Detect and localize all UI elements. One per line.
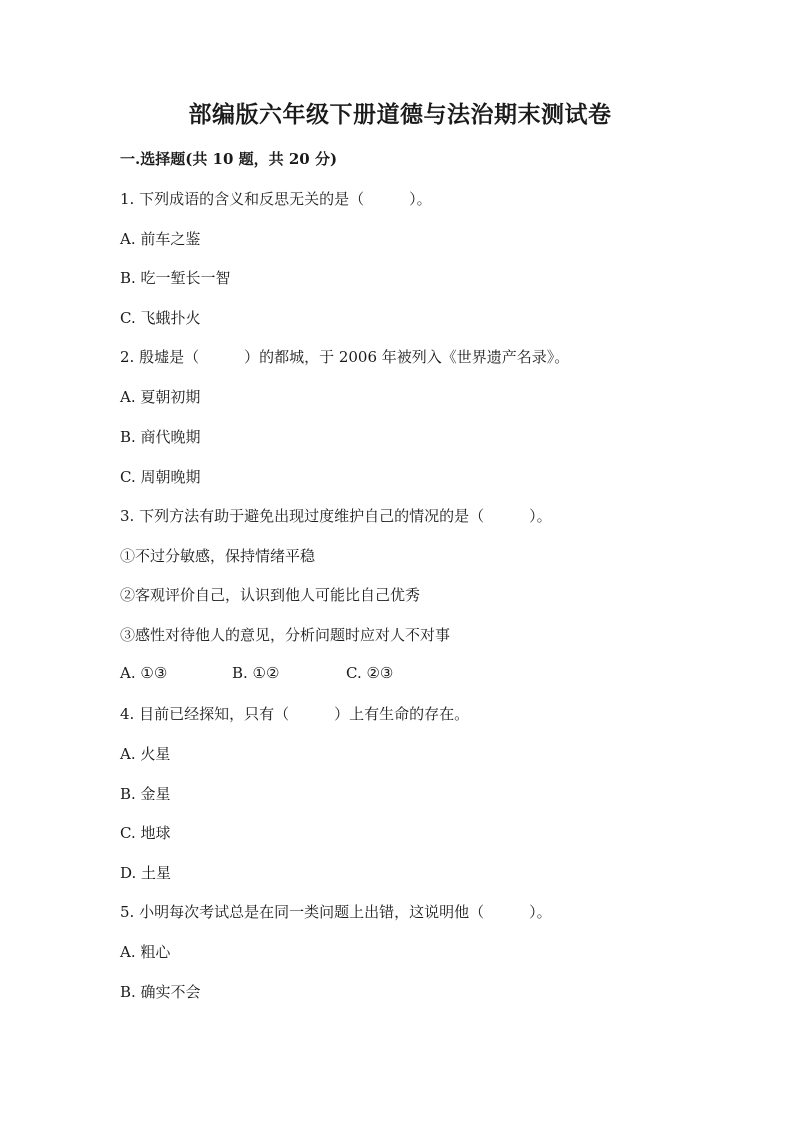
section-heading: 一.选择题(共 10 题，共 20 分) (120, 150, 338, 168)
question-4-option-d: D. 土星 (120, 864, 172, 882)
question-2-option-a: A. 夏朝初期 (120, 388, 201, 406)
question-5-option-b: B. 确实不会 (120, 983, 201, 1001)
question-5-option-a: A. 粗心 (120, 943, 171, 961)
question-3-statement-2: ②客观评价自己，认识到他人可能比自己优秀 (120, 586, 421, 604)
question-3-statement-3: ③感性对待他人的意见，分析问题时应对人不对事 (120, 626, 451, 644)
question-3-option-c: C. ②③ (346, 664, 394, 682)
question-2-stem: 2. 殷墟是（ ）的都城，于 2006 年被列入《世界遗产名录》。 (120, 348, 570, 366)
question-1-option-a: A. 前车之鉴 (120, 230, 201, 248)
question-4-option-b: B. 金星 (120, 785, 171, 803)
page-title: 部编版六年级下册道德与法治期末测试卷 (188, 101, 612, 128)
question-1-option-c: C. 飞蛾扑火 (120, 309, 201, 327)
question-3-statement-1: ①不过分敏感，保持情绪平稳 (120, 547, 316, 565)
question-4-option-c: C. 地球 (120, 824, 171, 842)
question-3-option-b: B. ①② (232, 664, 280, 682)
question-4-option-a: A. 火星 (120, 745, 171, 763)
question-1-option-b: B. 吃一堑长一智 (120, 269, 231, 287)
question-2-option-b: B. 商代晚期 (120, 428, 201, 446)
question-1-stem: 1. 下列成语的含义和反思无关的是（ ）。 (120, 190, 432, 208)
question-4-stem: 4. 目前已经探知，只有（ ）上有生命的存在。 (120, 705, 470, 723)
question-3-option-a: A. ①③ (120, 664, 168, 682)
question-5-stem: 5. 小明每次考试总是在同一类问题上出错，这说明他（ ）。 (120, 903, 552, 921)
question-2-option-c: C. 周朝晚期 (120, 468, 201, 486)
question-3-stem: 3. 下列方法有助于避免出现过度维护自己的情况的是（ ）。 (120, 507, 552, 525)
